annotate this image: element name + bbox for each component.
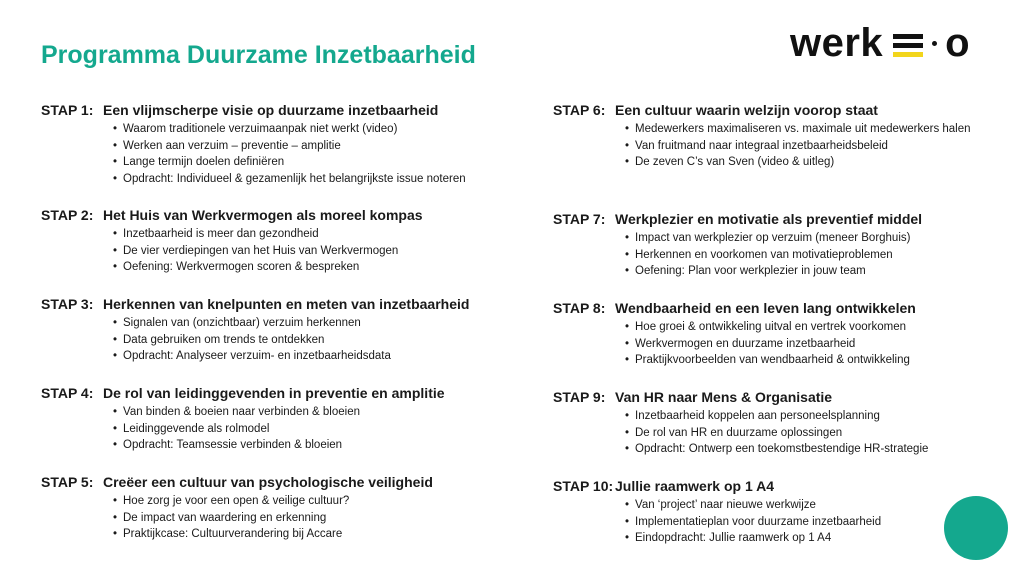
step-item-list xyxy=(553,319,916,369)
step-block xyxy=(553,476,881,547)
list-item: • Werkvermogen en duurzame inzetbaarheid xyxy=(553,336,916,353)
step-block xyxy=(553,387,928,458)
step-number: STAP 5: xyxy=(41,474,94,490)
list-item: • Van fruitmand naar integraal inzetbaarheidsbeleid xyxy=(553,138,971,155)
step-block xyxy=(41,294,469,365)
list-item: • Werken aan verzuim – preventie – amplitie xyxy=(41,138,466,155)
step-item-list xyxy=(41,226,423,276)
step-heading xyxy=(41,383,445,403)
list-item: • Herkennen en voorkomen van motivatieproblemen xyxy=(553,247,922,264)
step-title: Van HR naar Mens & Organisatie xyxy=(615,389,833,405)
list-item: • Praktijkcase: Cultuurverandering bij Accare xyxy=(41,526,433,543)
decorative-circle xyxy=(944,496,1008,560)
step-block xyxy=(553,209,922,280)
list-item: • Medewerkers maximaliseren vs. maximale uit medewerkers halen xyxy=(553,121,971,138)
werk-logo xyxy=(790,22,970,64)
step-title: Een vlijmscherpe visie op duurzame inzetbaarheid xyxy=(103,102,439,118)
list-item: • Oefening: Plan voor werkplezier in jouw team xyxy=(553,263,922,280)
list-item: • De impact van waardering en erkenning xyxy=(41,510,433,527)
list-item: • Eindopdracht: Jullie raamwerk op 1 A4 xyxy=(553,530,881,547)
step-number: STAP 7: xyxy=(553,211,606,227)
list-item: • Signalen van (onzichtbaar) verzuim herkennen xyxy=(41,315,469,332)
step-item-list xyxy=(41,404,445,454)
step-title: Jullie raamwerk op 1 A4 xyxy=(615,478,774,494)
list-item: • Opdracht: Individueel & gezamenlijk het belangrijkste issue noteren xyxy=(41,171,466,188)
list-item: • Inzetbaarheid is meer dan gezondheid xyxy=(41,226,423,243)
step-block xyxy=(553,298,916,369)
step-item-list xyxy=(553,408,928,458)
list-item: • Van ‘project’ naar nieuwe werkwijze xyxy=(553,497,881,514)
step-item-list xyxy=(553,230,922,280)
step-heading xyxy=(553,387,928,407)
step-block xyxy=(41,383,445,454)
step-item-list xyxy=(41,315,469,365)
list-item: • Opdracht: Analyseer verzuim- en inzetbaarheidsdata xyxy=(41,348,469,365)
equals-dot-logo-icon xyxy=(893,30,923,56)
list-item: • Impact van werkplezier op verzuim (meneer Borghuis) xyxy=(553,230,922,247)
step-number: STAP 3: xyxy=(41,296,94,312)
step-title: Werkplezier en motivatie als preventief middel xyxy=(615,211,923,227)
list-item: • De rol van HR en duurzame oplossingen xyxy=(553,425,928,442)
step-item-list xyxy=(553,121,971,171)
step-title: De rol van leidinggevenden in preventie en amplitie xyxy=(103,385,445,401)
step-block xyxy=(553,100,971,171)
list-item: • Hoe groei & ontwikkeling uitval en vertrek voorkomen xyxy=(553,319,916,336)
list-item: • Hoe zorg je voor een open & veilige cultuur? xyxy=(41,493,433,510)
step-item-list xyxy=(553,497,881,547)
list-item: • Oefening: Werkvermogen scoren & bespreken xyxy=(41,259,423,276)
step-number: STAP 8: xyxy=(553,300,606,316)
list-item: • Lange termijn doelen definiëren xyxy=(41,154,466,171)
step-heading xyxy=(553,209,922,229)
step-block xyxy=(41,472,433,543)
logo-word: werk xyxy=(790,21,884,65)
list-item: • Praktijkvoorbeelden van wendbaarheid & ontwikkeling xyxy=(553,352,916,369)
list-item: • Waarom traditionele verzuimaanpak niet werkt (video) xyxy=(41,121,466,138)
list-item: • Opdracht: Ontwerp een toekomstbestendige HR-strategie xyxy=(553,441,928,458)
list-item: • De vier verdiepingen van het Huis van Werkvermogen xyxy=(41,243,423,260)
step-block xyxy=(41,205,423,276)
list-item: • Van binden & boeien naar verbinden & bloeien xyxy=(41,404,445,421)
list-item: • Opdracht: Teamsessie verbinden & bloeien xyxy=(41,437,445,454)
step-block xyxy=(41,100,466,187)
step-item-list xyxy=(41,121,466,187)
page-title: Programma Duurzame Inzetbaarheid xyxy=(41,41,476,69)
step-heading xyxy=(41,294,469,314)
logo-dot-icon xyxy=(932,41,937,46)
list-item: • Inzetbaarheid koppelen aan personeelsplanning xyxy=(553,408,928,425)
step-heading xyxy=(553,476,881,496)
step-title: Creëer een cultuur van psychologische veiligheid xyxy=(103,474,433,490)
step-item-list xyxy=(41,493,433,543)
step-number: STAP 2: xyxy=(41,207,94,223)
list-item: • Implementatieplan voor duurzame inzetbaarheid xyxy=(553,514,881,531)
step-heading xyxy=(41,100,466,120)
list-item: • De zeven C’s van Sven (video & uitleg) xyxy=(553,154,971,171)
step-title: Een cultuur waarin welzijn voorop staat xyxy=(615,102,878,118)
step-number: STAP 9: xyxy=(553,389,606,405)
step-heading xyxy=(553,100,971,120)
list-item: • Data gebruiken om trends te ontdekken xyxy=(41,332,469,349)
step-number: STAP 10: xyxy=(553,478,614,494)
step-number: STAP 1: xyxy=(41,102,94,118)
step-heading xyxy=(41,205,423,225)
step-number: STAP 4: xyxy=(41,385,94,401)
step-title: Herkennen van knelpunten en meten van inzetbaarheid xyxy=(103,296,470,312)
logo-suffix: o xyxy=(945,21,970,65)
step-heading xyxy=(553,298,916,318)
list-item: • Leidinggevende als rolmodel xyxy=(41,421,445,438)
step-heading xyxy=(41,472,433,492)
step-title: Het Huis van Werkvermogen als moreel kompas xyxy=(103,207,423,223)
step-number: STAP 6: xyxy=(553,102,606,118)
step-title: Wendbaarheid en een leven lang ontwikkelen xyxy=(615,300,916,316)
